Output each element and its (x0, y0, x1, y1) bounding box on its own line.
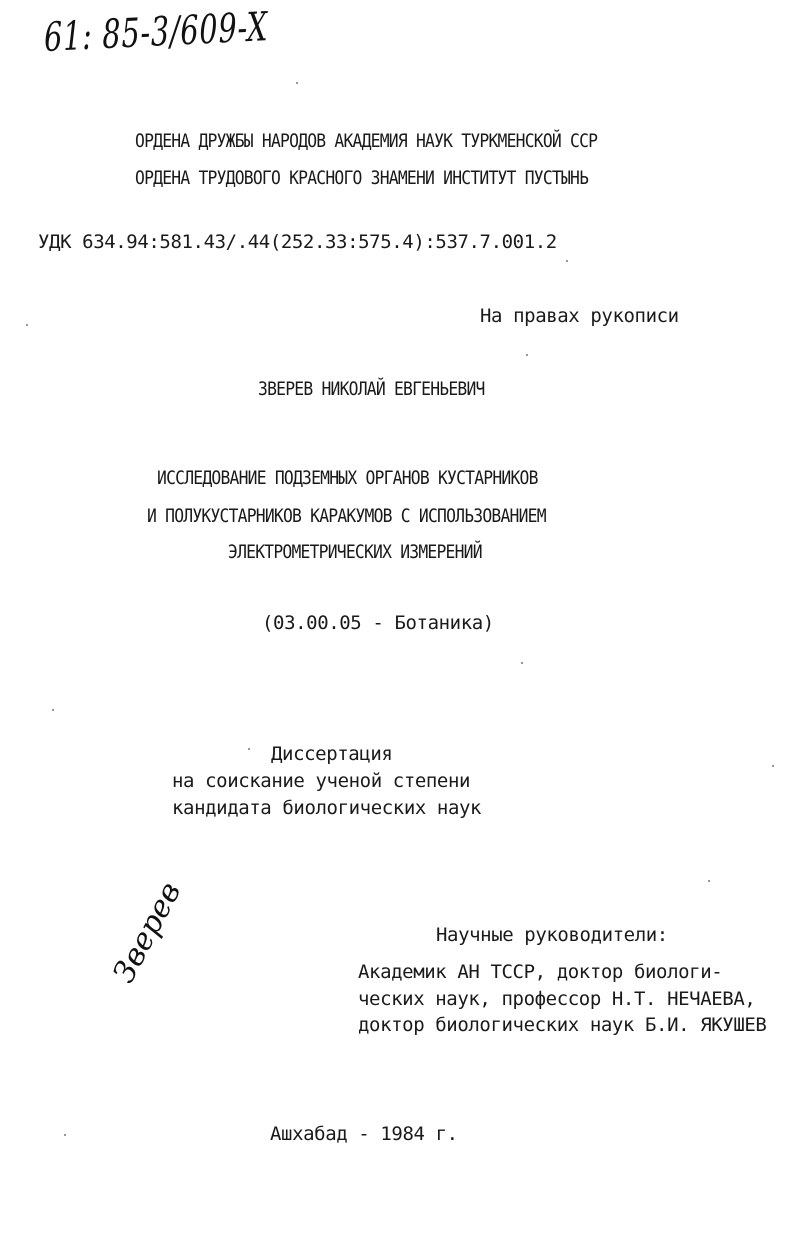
udc-classification: УДК 634.94:581.43/.44(252.33:575.4):537.7.001.2 (38, 231, 557, 253)
degree-line-3: кандидата биологических наук (172, 797, 482, 819)
organization-line-1: ОРДЕНА ДРУЖБЫ НАРОДОВ АКАДЕМИЯ НАУК ТУРКМЕНСКОЙ ССР (135, 130, 598, 152)
scan-speck (248, 748, 250, 750)
scan-speck (708, 880, 710, 882)
thesis-title-line-3: ЭЛЕКТРОМЕТРИЧЕСКИХ ИЗМЕРЕНИЙ (228, 541, 482, 563)
scan-speck (26, 324, 28, 326)
scan-speck (526, 354, 528, 356)
supervisors-line-2: ческих наук, профессор Н.Т. НЕЧАЕВА, (358, 988, 756, 1010)
supervisors-heading: Научные руководители: (436, 924, 668, 946)
scan-speck (52, 709, 54, 711)
scan-speck (296, 82, 298, 84)
degree-line-1: Диссертация (271, 743, 393, 765)
thesis-title-line-2: И ПОЛУКУСТАРНИКОВ КАРАКУМОВ С ИСПОЛЬЗОВАНИЕМ (147, 505, 546, 527)
author-name: ЗВЕРЕВ НИКОЛАЙ ЕВГЕНЬЕВИЧ (258, 378, 485, 400)
specialty-code: (03.00.05 - Ботаника) (262, 612, 494, 634)
handwritten-signature: Зверев (106, 876, 189, 989)
scan-speck (64, 1134, 66, 1136)
degree-line-2: на соискание ученой степени (172, 770, 471, 792)
scan-speck (772, 765, 774, 767)
thesis-title-line-1: ИССЛЕДОВАНИЕ ПОДЗЕМНЫХ ОРГАНОВ КУСТАРНИКОВ (157, 467, 538, 489)
organization-line-2: ОРДЕНА ТРУДОВОГО КРАСНОГО ЗНАМЕНИ ИНСТИТУТ ПУСТЫНЬ (135, 167, 589, 189)
supervisors-line-3: доктор биологических наук Б.И. ЯКУШЕВ (358, 1014, 767, 1036)
manuscript-rights-note: На правах рукописи (480, 305, 679, 327)
supervisors-line-1: Академик АН ТССР, доктор биологи- (358, 961, 723, 983)
place-and-year: Ашхабад - 1984 г. (270, 1123, 458, 1145)
scan-speck (566, 260, 568, 262)
handwritten-call-number: 61: 85-3/609-X (43, 4, 269, 61)
scan-speck (521, 662, 523, 664)
